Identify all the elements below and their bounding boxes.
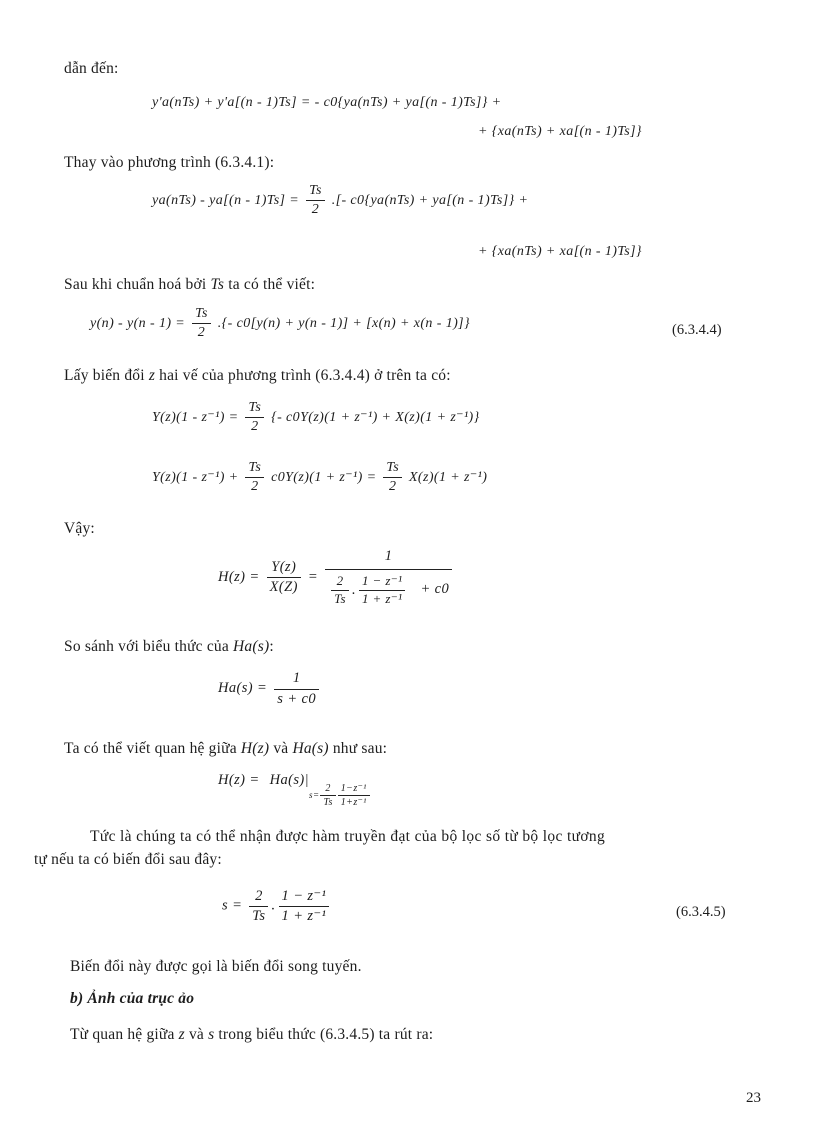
fraction-numerator: 2 <box>331 574 349 591</box>
eq6-lhs: H(z) = <box>218 568 260 585</box>
equals-sign: = <box>307 568 319 585</box>
eq3-lhs: y(n) - y(n - 1) = <box>90 315 186 331</box>
fraction <box>245 400 264 435</box>
equation-1-line-b: + {xa(nTs) + xa[(n - 1)Ts]} <box>478 124 642 139</box>
subscript-text: s= <box>309 790 320 800</box>
equation-3 <box>90 306 470 341</box>
math-variable: Ha(s) <box>292 740 329 757</box>
fraction-numerator: 2 <box>320 783 335 797</box>
fraction-numerator: Ts <box>245 460 264 478</box>
fraction-denominator: 2 <box>251 419 259 435</box>
equation-label: (6.3.4.4) <box>672 322 722 338</box>
text-line <box>64 638 274 656</box>
eq4-rhs: {- c0Y(z)(1 + z⁻¹) + X(z)(1 + z⁻¹)} <box>271 409 480 425</box>
equation-9: s = $\frac{2}{Ts}$ . $\frac{\text{1 − z⁻¹}}{\text{1 + z⁻¹}}$ <box>222 888 332 924</box>
fraction-denominator: 1+z⁻¹ <box>340 797 367 809</box>
text-segment: và <box>273 740 289 757</box>
text-line <box>64 276 315 294</box>
eq3-rhs: .{- c0[y(n) + y(n - 1)] + [x(n) + x(n - 1)]} <box>217 315 471 331</box>
fraction-denominator: 1 + z⁻¹ <box>281 907 327 924</box>
text-segment: hai vế của phương trình (6.3.4.4) ở trên ta có: <box>159 367 451 384</box>
eq6-tail: + c0 <box>420 581 450 598</box>
fraction-numerator: Ts <box>192 306 211 324</box>
math-variable: s <box>208 1026 215 1043</box>
fraction-numerator: Ts <box>383 460 402 478</box>
equation-2-line-a <box>152 183 528 218</box>
fraction <box>279 888 330 924</box>
text-line: Vậy: <box>64 520 95 537</box>
eq2-rhs: .[- c0{ya(nTs) + ya[(n - 1)Ts]} + <box>331 192 529 208</box>
page-number: 23 <box>746 1090 761 1106</box>
fraction-denominator: 2 <box>311 202 320 218</box>
text-line: dẫn đến: <box>64 60 119 77</box>
fraction <box>306 183 325 218</box>
fraction <box>245 460 264 495</box>
text-line <box>64 367 451 385</box>
eq2-lhs: ya(nTs) - ya[(n - 1)Ts] = <box>152 192 300 208</box>
fraction-numerator: 1−z⁻¹ <box>338 783 370 797</box>
fraction-denominator: $\frac{2}{Ts}$ . $\frac{\text{1 − z⁻¹}}{\text{1 + z⁻¹}}$ + c0 <box>325 570 452 607</box>
paragraph-line: Tức là chúng ta có thể nhận được hàm truyền đạt của bộ lọc số từ bộ lọc tương <box>90 828 606 845</box>
equation-label: (6.3.4.5) <box>676 904 726 920</box>
equation-8 <box>218 772 371 809</box>
fraction-denominator: Ts <box>334 590 346 606</box>
text-segment: và <box>188 1026 205 1043</box>
text-segment: trong biểu thức (6.3.4.5) ta rút ra: <box>218 1026 434 1043</box>
fraction <box>192 306 211 341</box>
section-heading: b) Ảnh của trục ảo <box>70 990 195 1007</box>
fraction-numerator: Ts <box>245 400 264 418</box>
equation-2-line-b: + {xa(nTs) + xa[(n - 1)Ts]} <box>478 244 642 259</box>
fraction <box>383 460 402 495</box>
math-variable: H(z) <box>240 740 270 757</box>
text-segment: ta có thể viết: <box>228 276 316 293</box>
fraction <box>320 783 335 809</box>
text-line <box>64 740 387 758</box>
fraction-numerator: Y(z) <box>267 559 301 578</box>
fraction-numerator: Ts <box>306 183 325 201</box>
fraction-numerator: 1 − z⁻¹ <box>359 574 405 591</box>
math-variable: z <box>148 367 156 384</box>
text-segment: như sau: <box>332 740 388 757</box>
fraction <box>325 548 452 607</box>
text-segment: Ta có thể viết quan hệ giữa <box>64 740 237 757</box>
eq5-mid: c0Y(z)(1 + z⁻¹) = <box>271 469 377 485</box>
text-line <box>70 1026 433 1044</box>
fraction-numerator: 1 <box>274 670 319 690</box>
eq5-rhs: X(z)(1 + z⁻¹) <box>408 469 488 485</box>
fraction <box>249 888 268 924</box>
fraction-denominator: 2 <box>197 325 206 341</box>
fraction-denominator: 1 + z⁻¹ <box>362 590 403 606</box>
text-line: Biến đổi này được gọi là biến đổi song tuyến. <box>70 958 362 975</box>
equation-1-line-a: y'a(nTs) + y'a[(n - 1)Ts] = - c0{ya(nTs) + ya[(n - 1)Ts]} + <box>152 95 502 110</box>
fraction <box>274 670 319 707</box>
fraction-denominator: Ts <box>252 907 266 924</box>
math-variable: z <box>178 1026 185 1043</box>
text-segment: Sau khi chuẩn hoá bởi <box>64 276 207 293</box>
text-segment: : <box>269 638 274 655</box>
equation-4 <box>152 400 480 435</box>
fraction-numerator: 1 <box>325 548 452 570</box>
eq8-mid: Ha(s)| <box>269 772 310 788</box>
eq5-lhs: Y(z)(1 - z⁻¹) + <box>152 469 239 485</box>
paragraph-line: tự nếu ta có biến đổi sau đây: <box>34 851 222 868</box>
math-variable: Ts <box>210 276 225 293</box>
text-line: Thay vào phương trình (6.3.4.1): <box>64 154 275 171</box>
fraction-denominator: X(Z) <box>269 578 298 595</box>
fraction <box>267 559 301 595</box>
fraction <box>331 574 349 607</box>
math-variable: Ha(s) <box>233 638 270 655</box>
equation-5 <box>152 460 487 495</box>
fraction-numerator: 1 − z⁻¹ <box>279 888 330 907</box>
fraction-denominator: s + c0 <box>277 690 317 707</box>
eq7-lhs: Ha(s) = <box>218 680 268 697</box>
fraction <box>338 783 370 809</box>
fraction-numerator: 2 <box>249 888 268 907</box>
text-segment: So sánh với biểu thức của <box>64 638 229 655</box>
equation-7 <box>218 670 322 707</box>
eq9-lhs: s = <box>222 897 243 914</box>
equation-6 <box>218 548 455 607</box>
fraction-denominator: 2 <box>251 479 259 495</box>
eq8-lhs: H(z) = <box>218 772 260 788</box>
eq4-lhs: Y(z)(1 - z⁻¹) = <box>152 409 239 425</box>
evaluation-subscript <box>309 782 371 809</box>
text-segment: Lấy biến đổi <box>64 367 145 384</box>
text-segment: Từ quan hệ giữa <box>70 1026 175 1043</box>
fraction <box>359 574 405 607</box>
fraction-denominator: Ts <box>323 797 333 809</box>
fraction-denominator: 2 <box>389 479 397 495</box>
